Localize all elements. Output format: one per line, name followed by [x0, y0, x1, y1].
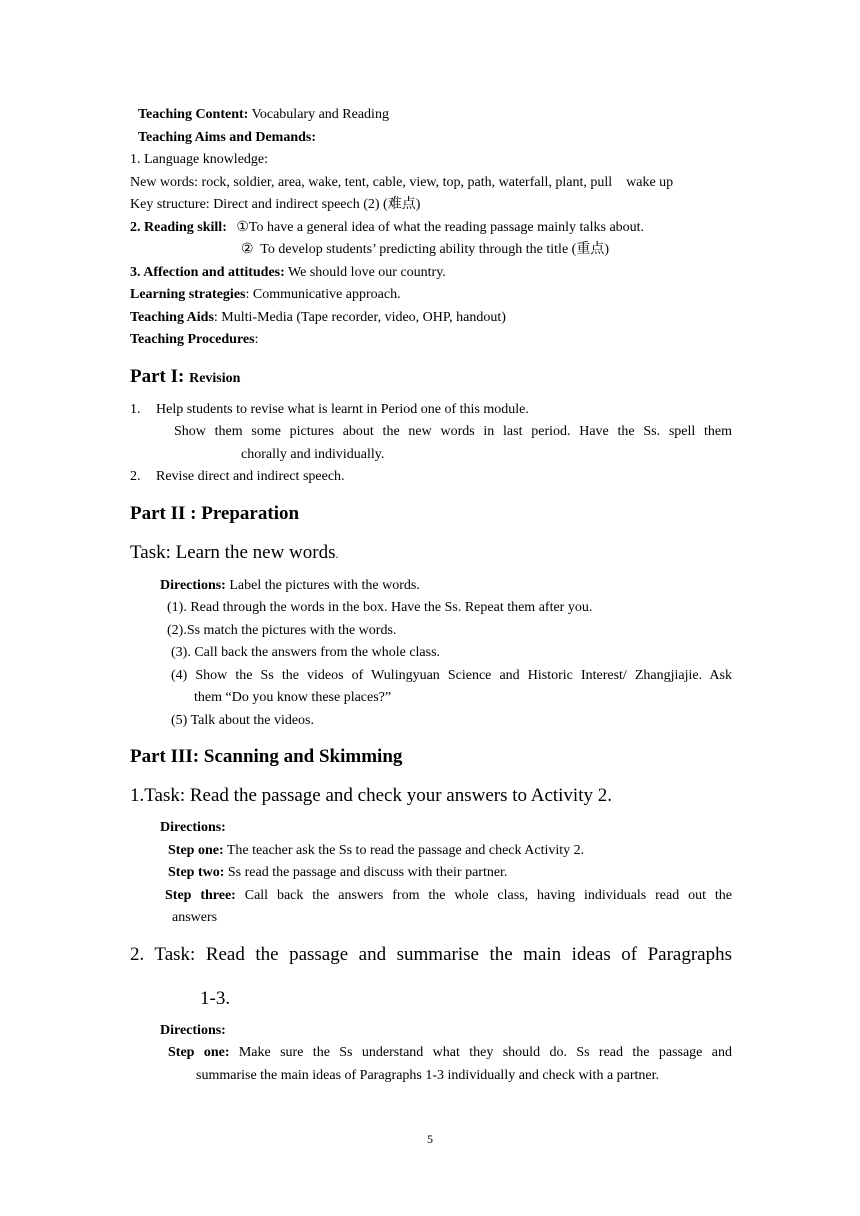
strategies-label: Learning strategies [130, 287, 246, 302]
part-1-item [130, 466, 732, 489]
teaching-aims-label: Teaching Aims and Demands: [138, 129, 317, 145]
aids-line [130, 307, 732, 330]
part-3-task-1-step [130, 862, 732, 885]
part-2-step: (1). Read through the words in the box. Have the Ss. Repeat them after you. [167, 600, 593, 615]
part-3-task-1-step [130, 840, 732, 863]
reading-skill-item-2: ② To develop students’ predicting ability through the title (重点) [241, 242, 609, 257]
part-3-task-2-heading-cont: 1-3. [200, 987, 231, 1009]
part-1-item-detail-cont: chorally and individually. [241, 446, 385, 462]
strategies-value: : Communicative approach. [245, 287, 401, 302]
procedures-value: : [254, 332, 259, 347]
part-2-directions-value: Label the pictures with the words. [229, 577, 420, 593]
part-1-item-text: Help students to revise what is learnt in Period one of this module. [156, 401, 529, 417]
part-1-item-number: 1. [130, 401, 141, 417]
reading-skill-item-1: ①To have a general idea of what the reading passage mainly talks about. [236, 219, 645, 235]
strategies-line [130, 284, 732, 307]
part-2-directions-label: Directions: [160, 577, 226, 593]
step-label: Step one: [168, 842, 224, 858]
step-label: Step two: [168, 865, 225, 880]
aids-value: : Multi-Media (Tape recorder, video, OHP, handout) [213, 309, 506, 325]
part-3-task-2-heading: 2. Task: Read the passage and summarise the main ideas of Paragraphs [130, 943, 732, 965]
procedures-line [130, 329, 732, 352]
step-text: Make sure the Ss understand what they should do. Ss read the passage and [238, 1045, 732, 1060]
part-3-task-2-directions [130, 1020, 732, 1043]
part-2-heading: Part II : Preparation [130, 502, 300, 524]
part-1-title: Part I: [130, 365, 185, 387]
part-2-task-dot: . [335, 546, 339, 561]
teaching-content-line [130, 104, 732, 127]
part-2-task-heading [130, 540, 732, 567]
part-3-task-1-step [130, 885, 732, 908]
part-1-item-detail: Show them some pictures about the new words in last period. Have the Ss. spell them [174, 424, 732, 439]
part-3-task-2-step [130, 1042, 732, 1065]
part-3-task-1-directions [130, 817, 732, 840]
procedures-label: Teaching Procedures [130, 332, 255, 347]
part-1-item-number: 2. [130, 469, 141, 484]
affection-value: We should love our country. [288, 264, 446, 280]
aids-label: Teaching Aids [130, 309, 214, 325]
part-2-step: (2).Ss match the pictures with the words. [167, 622, 397, 638]
new-words-line: New words: rock, soldier, area, wake, tent, cable, view, top, path, waterfall, plant, pull wake up [130, 174, 674, 190]
language-knowledge-heading: 1. Language knowledge: [130, 152, 269, 167]
part-1-item-text: Revise direct and indirect speech. [156, 469, 345, 484]
document-body [130, 104, 732, 1087]
part-3-task-1-heading: 1.Task: Read the passage and check your answers to Activity 2. [130, 785, 612, 806]
page-number: 5 [427, 1132, 433, 1146]
part-2-step: (4) Show the Ss the videos of Wulingyuan Science and Historic Interest/ Zhangjiajie. Ask [171, 667, 732, 683]
step-label: Step three: [165, 887, 236, 903]
reading-skill-line [130, 217, 732, 240]
part-2-directions-line [130, 575, 732, 598]
affection-line [130, 262, 732, 285]
part-3-task-1-step-cont: answers [172, 910, 218, 925]
key-structure-line: Key structure: Direct and indirect speech (2) (难点) [130, 197, 421, 212]
teaching-content-label: Teaching Content: [138, 107, 249, 122]
part-1-heading [130, 365, 732, 391]
part-3-heading: Part III: Scanning and Skimming [130, 746, 403, 767]
part-3-task-1-directions-label: Directions: [160, 820, 226, 835]
part-2-step-cont: them “Do you know these places?” [194, 690, 392, 705]
part-3-task-2-directions-label: Directions: [160, 1022, 226, 1038]
part-2-step: (5) Talk about the videos. [171, 712, 315, 728]
teaching-content-value: Vocabulary and Reading [251, 107, 389, 122]
step-text: Ss read the passage and discuss with their partner. [227, 865, 508, 880]
reading-skill-label: 2. Reading skill: [130, 219, 227, 235]
part-3-task-2-step-cont: summarise the main ideas of Paragraphs 1-3 individually and check with a partner. [196, 1067, 660, 1083]
teaching-aims-line [130, 127, 732, 150]
step-text: The teacher ask the Ss to read the passage and check Activity 2. [226, 842, 585, 858]
step-text: Call back the answers from the whole class, having individuals read out the [244, 887, 732, 903]
affection-label: 3. Affection and attitudes: [130, 264, 285, 280]
part-2-task: Task: Learn the new words [130, 541, 336, 563]
part-1-subtitle: Revision [189, 370, 241, 386]
step-label: Step one: [168, 1045, 230, 1060]
part-1-item [130, 399, 732, 422]
part-2-step: (3). Call back the answers from the whole class. [171, 645, 441, 660]
